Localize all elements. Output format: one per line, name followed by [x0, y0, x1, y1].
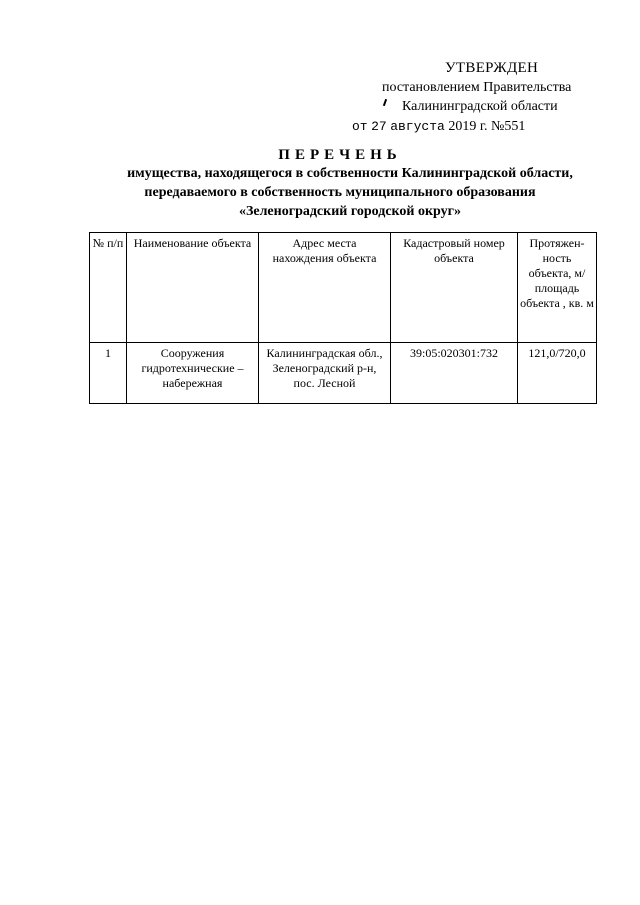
header-cadastral: Кадастровый номер объекта — [391, 233, 518, 343]
header-name: Наименование объекта — [127, 233, 259, 343]
header-address: Адрес места нахождения объекта — [259, 233, 391, 343]
cell-cadastral: 39:05:020301:732 — [391, 343, 518, 404]
approval-year: 2019 г. — [448, 119, 488, 134]
document-subtitle-line1: имущества, находящегося в собственности Калининградской области, — [127, 166, 573, 181]
approval-issuer: постановлением Правительства — [382, 80, 572, 95]
document-title: ПЕРЕЧЕНЬ — [278, 147, 402, 163]
header-num: № п/п — [90, 233, 127, 343]
cell-address: Калининградская обл., Зеленоградский р-н, пос. Лесной — [259, 343, 391, 404]
approval-day: 27 — [371, 119, 387, 134]
property-table — [89, 232, 597, 404]
cell-name: Сооружения гидротехнические – набережная — [127, 343, 259, 404]
table-header-row — [90, 233, 597, 343]
table-row — [90, 343, 597, 404]
document-subtitle-line3: «Зеленоградский городской округ» — [238, 204, 462, 219]
approval-date-number — [352, 119, 525, 135]
approval-title: УТВЕРЖДЕН — [445, 60, 539, 76]
approval-region: Калининградской области — [402, 99, 558, 114]
stray-mark — [383, 99, 387, 106]
approval-number: №551 — [491, 119, 526, 134]
approval-month: августа — [390, 119, 445, 134]
document-subtitle-line2: передаваемого в собственность муниципального образования — [144, 185, 536, 200]
cell-length: 121,0/720,0 — [518, 343, 597, 404]
header-length: Протяжен-ность объекта, м/площадь объекта , кв. м — [518, 233, 597, 343]
approval-date-prefix: от — [352, 119, 368, 134]
cell-num: 1 — [90, 343, 127, 404]
